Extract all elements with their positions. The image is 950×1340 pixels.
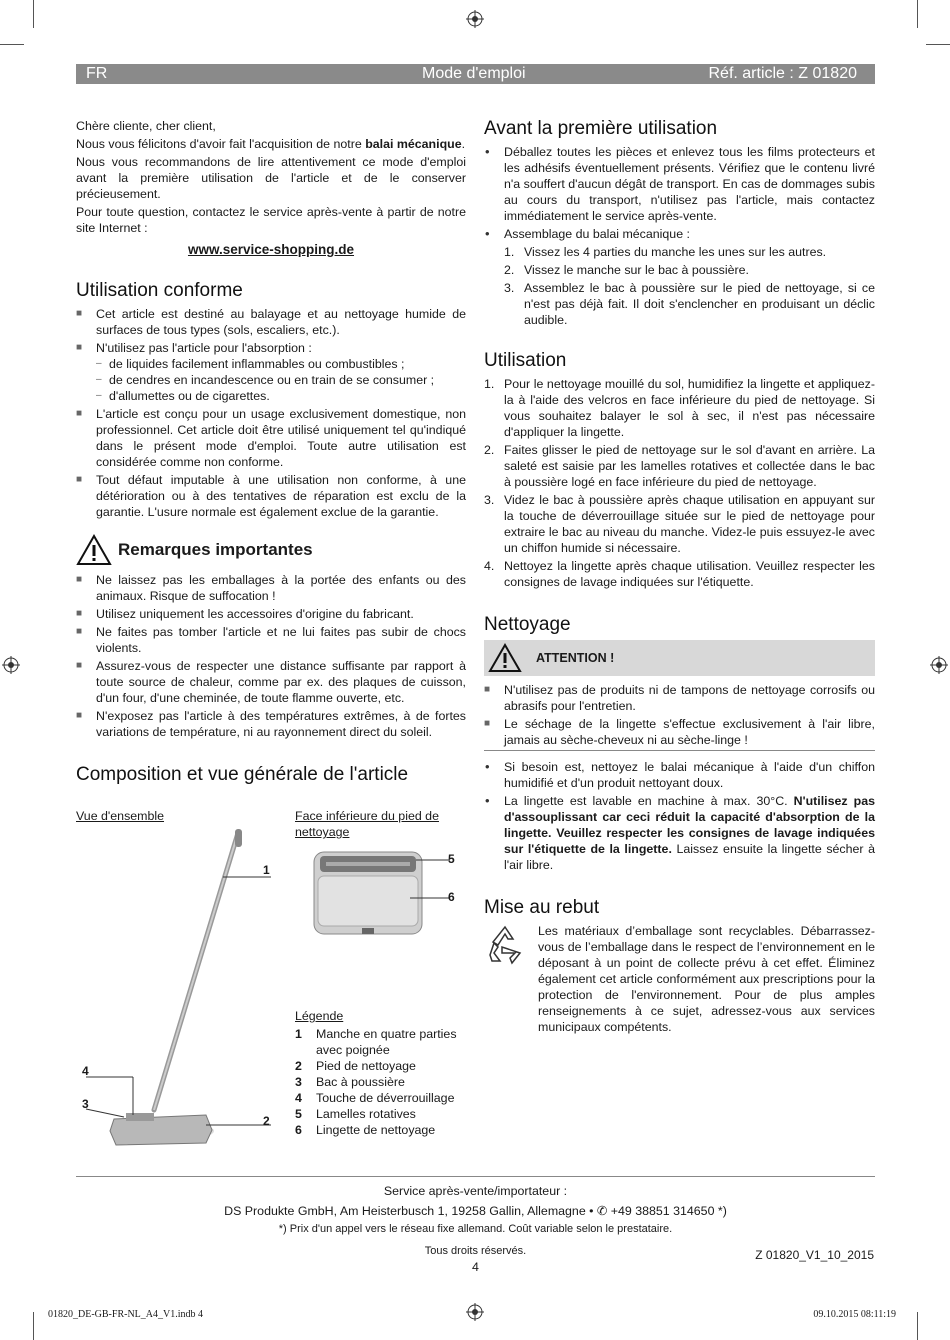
crop-mark [33,0,34,28]
list-item: ■ N'utilisez pas l'article pour l'absorption : – de liquides facilement inflammables ou combustibles ; – de cendres en incandescence ou en train de se consumer ; – d'allumettes ou de cigarettes. [76,341,435,403]
section-title-remarques: Remarques importantes [118,540,313,559]
print-slug-file: 01820_DE-GB-FR-NL_A4_V1.indb 4 [48,1309,203,1320]
callout-2: 2 [263,1114,270,1128]
list-item: ■ Cet article est destiné au balayage et au nettoyage humide de surfaces de tous types (sols, escaliers, etc.). [76,307,466,337]
section-title-rebut: Mise au rebut [484,897,600,918]
list-item: ■ N'exposez pas l'article à des températures extrêmes, à de fortes variations de température, ni au rayonnement direct du soleil. [76,709,466,739]
list-item: 3. Videz le bac à poussière après chaque utilisation en appuyant sur la touche de déverrouillage située sur le pied de nettoyage pour extraire le bac au niveau du manche. Videz-le puis essuyez-le avec un chiffon humide si nécessaire. [484,493,875,555]
header-title: Mode d'emploi [422,65,526,82]
left-column [76,118,466,790]
list-item: ■ L'article est conçu pour un usage exclusivement domestique, non professionnel. Cet article doit être utilisé uniquement tel qu'indiqué dans le présent mode d'emploi. Toute autre utilisation est considérée comme non conforme. [76,407,466,469]
callout-4: 4 [82,1064,89,1078]
warning-triangle-icon [76,534,112,566]
contact-text: Pour toute question, contactez le service après-vente à partir de notre site Internet : [76,205,466,235]
registration-mark-icon [930,656,948,674]
callout-6: 6 [448,890,455,904]
crop-mark [0,44,24,45]
legend-title: Légende [295,1009,344,1023]
service-label: Service après-vente/importateur : [383,1184,568,1198]
section-title-utilisation: Utilisation [484,350,567,371]
section-title-conforme: Utilisation conforme [76,280,243,301]
list-item: • Assemblage du balai mécanique : [485,226,690,241]
legend-item: 2 Pied de nettoyage [295,1059,416,1073]
right-column [484,118,875,1035]
call-note: *) Prix d'un appel vers le réseau fixe allemand. Coût variable selon le prestataire. [278,1223,673,1235]
callout-5: 5 [448,852,455,866]
page-number: 4 [472,1260,479,1274]
overview-label: Vue d'ensemble [76,809,165,823]
list-item: 1. Pour le nettoyage mouillé du sol, humidifiez la lingette et appliquez-la à l'aide des velcros en face inférieure du pied de nettoyage. Si vous souhaitez balayer le sol à sec, il n'est pas nécessaire d'appliquer la lingette. [484,377,875,439]
list-item: • Si besoin est, nettoyez le balai mécanique à l'aide d'un chiffon humidifié et d'un produit nettoyant doux. [485,759,875,790]
list-item: 2. Vissez le manche sur le bac à poussière. [504,263,749,277]
service-address: DS Produkte GmbH, Am Heisterbusch 1, 19258 Gallin, Allemagne • ✆ +49 38851 314650 *) [224,1204,727,1218]
warning-triangle-icon [488,643,522,673]
crop-mark [33,1312,34,1340]
underside-illustration [300,848,460,938]
crop-mark [926,44,950,45]
list-item: ■ N'utilisez pas de produits ni de tampons de nettoyage corrosifs ou abrasifs pour l'entretien. [484,683,875,713]
underside-label: Face inférieure du pied de nettoyage [295,809,439,839]
remarques-heading [76,534,466,566]
section-title-avant: Avant la première utilisation [484,118,718,139]
article-reference: Réf. article : Z 01820 [708,65,857,82]
list-item: ■ Ne laissez pas les emballages à la portée des enfants ou des animaux. Risque de suffocation ! [76,573,466,603]
congrats: Nous vous félicitons d'avoir fait l'acquisition de notre balai mécanique. [76,137,466,151]
crop-mark [917,1312,918,1340]
attention-label: ATTENTION ! [536,651,615,665]
legend [295,1008,470,1138]
print-slug-date: 09.10.2015 08:11:19 [813,1309,896,1320]
callout-1: 1 [263,863,270,877]
broom-overview-illustration [76,825,276,1155]
section-title-nettoyage: Nettoyage [484,614,571,635]
registration-mark-icon [466,10,484,28]
list-item: 3. Assemblez le bac à poussière sur le pied de nettoyage, si ce n'est pas déjà fait. Il doit s'enclencher en produisant un déclic audible. [504,281,875,327]
page-header [76,64,875,84]
legend-item: 6 Lingette de nettoyage [295,1123,436,1137]
list-item: ■ Le séchage de la lingette s'effectue exclusivement à l'air libre, jamais au sèche-cheveux ni au sèche-linge ! [484,716,875,751]
list-item: ■ Utilisez uniquement les accessoires d'origine du fabricant. [76,607,414,621]
document-code: Z 01820_V1_10_2015 [755,1248,874,1262]
legend-item: 5 Lamelles rotatives [295,1107,416,1121]
greeting: Chère cliente, cher client, [76,119,216,133]
disposal-block [484,923,875,1035]
crop-mark [917,0,918,28]
registration-mark-icon [466,1303,484,1321]
legend-item: 4 Touche de déverrouillage [295,1091,455,1105]
recycling-icon [484,923,526,965]
callout-3: 3 [82,1097,89,1111]
disposal-text: Les matériaux d’emballage sont recyclables. Débarrassez-vous de l’emballage dans le respect de l’environnement en le déposant à un point de collecte prévu à cet effet. Éliminez également cet article conformément aux prescriptions pour la protection de l'environnement. Pour de plus amples renseignements à ce sujet, adressez-vous aux services municipaux compétents. [538,924,875,1034]
legend-item: 1 Manche en quatre parties avec poignée [295,1027,457,1057]
rights: Tous droits réservés. [424,1245,527,1257]
section-title-composition: Composition et vue générale de l'article [76,764,409,785]
list-item: • La lingette est lavable en machine à max. 30°C. N'utilisez pas d'assouplissant car ceci réduit la capacité d'absorption de la lingette. Veuillez respecter les consignes de lavage indiquées sur l'étiquette de la lingette. Laissez ensuite la lingette sécher à l'air libre. [485,793,875,872]
list-item: 1. Vissez les 4 parties du manche les unes sur les autres. [504,245,827,259]
list-item: ■ Assurez-vous de respecter une distance suffisante par rapport à toute source de chaleur, comme par ex. des plaques de cuisson, d'un four, d'une cheminée, de toute flamme ouverte, etc. [76,659,466,705]
legend-item: 3 Bac à poussière [295,1075,405,1089]
list-item: ■ Ne faites pas tomber l'article et ne lui faites pas subir de chocs violents. [76,625,466,655]
recommendation: Nous vous recommandons de lire attentivement ce mode d'emploi avant la première utilisation de l'article et de le conserver précieusement. [76,155,466,201]
attention-box [484,640,875,676]
list-item: 4. Nettoyez la lingette après chaque utilisation. Veuillez respecter les consignes de lavage indiquées sur l'étiquette. [484,559,875,589]
registration-mark-icon [2,656,20,674]
list-item: 2. Faites glisser le pied de nettoyage sur le sol d'avant en arrière. La saleté est saisie par les lamelles rotatives et collectée dans le bac à poussière logé en face inférieure du pied de nettoyage. [484,443,875,489]
language-code: FR [86,65,108,82]
list-item: ■ Tout défaut imputable à une utilisation non conforme, à une détérioration ou à des tentatives de réparation est exclu de la garantie. L'usure normale est également exclue de la garantie. [76,473,466,519]
website-link[interactable]: www.service-shopping.de [187,242,355,257]
list-item: • Déballez toutes les pièces et enlevez tous les films protecteurs et les adhésifs éventuellement présents. Vérifiez que le contenu livré n'a souffert d'aucun dégât de transport. En cas de dommages subis au cours du transport, n'utilisez pas l'article, mais contactez immédiatement le service après-vente. [485,144,875,223]
